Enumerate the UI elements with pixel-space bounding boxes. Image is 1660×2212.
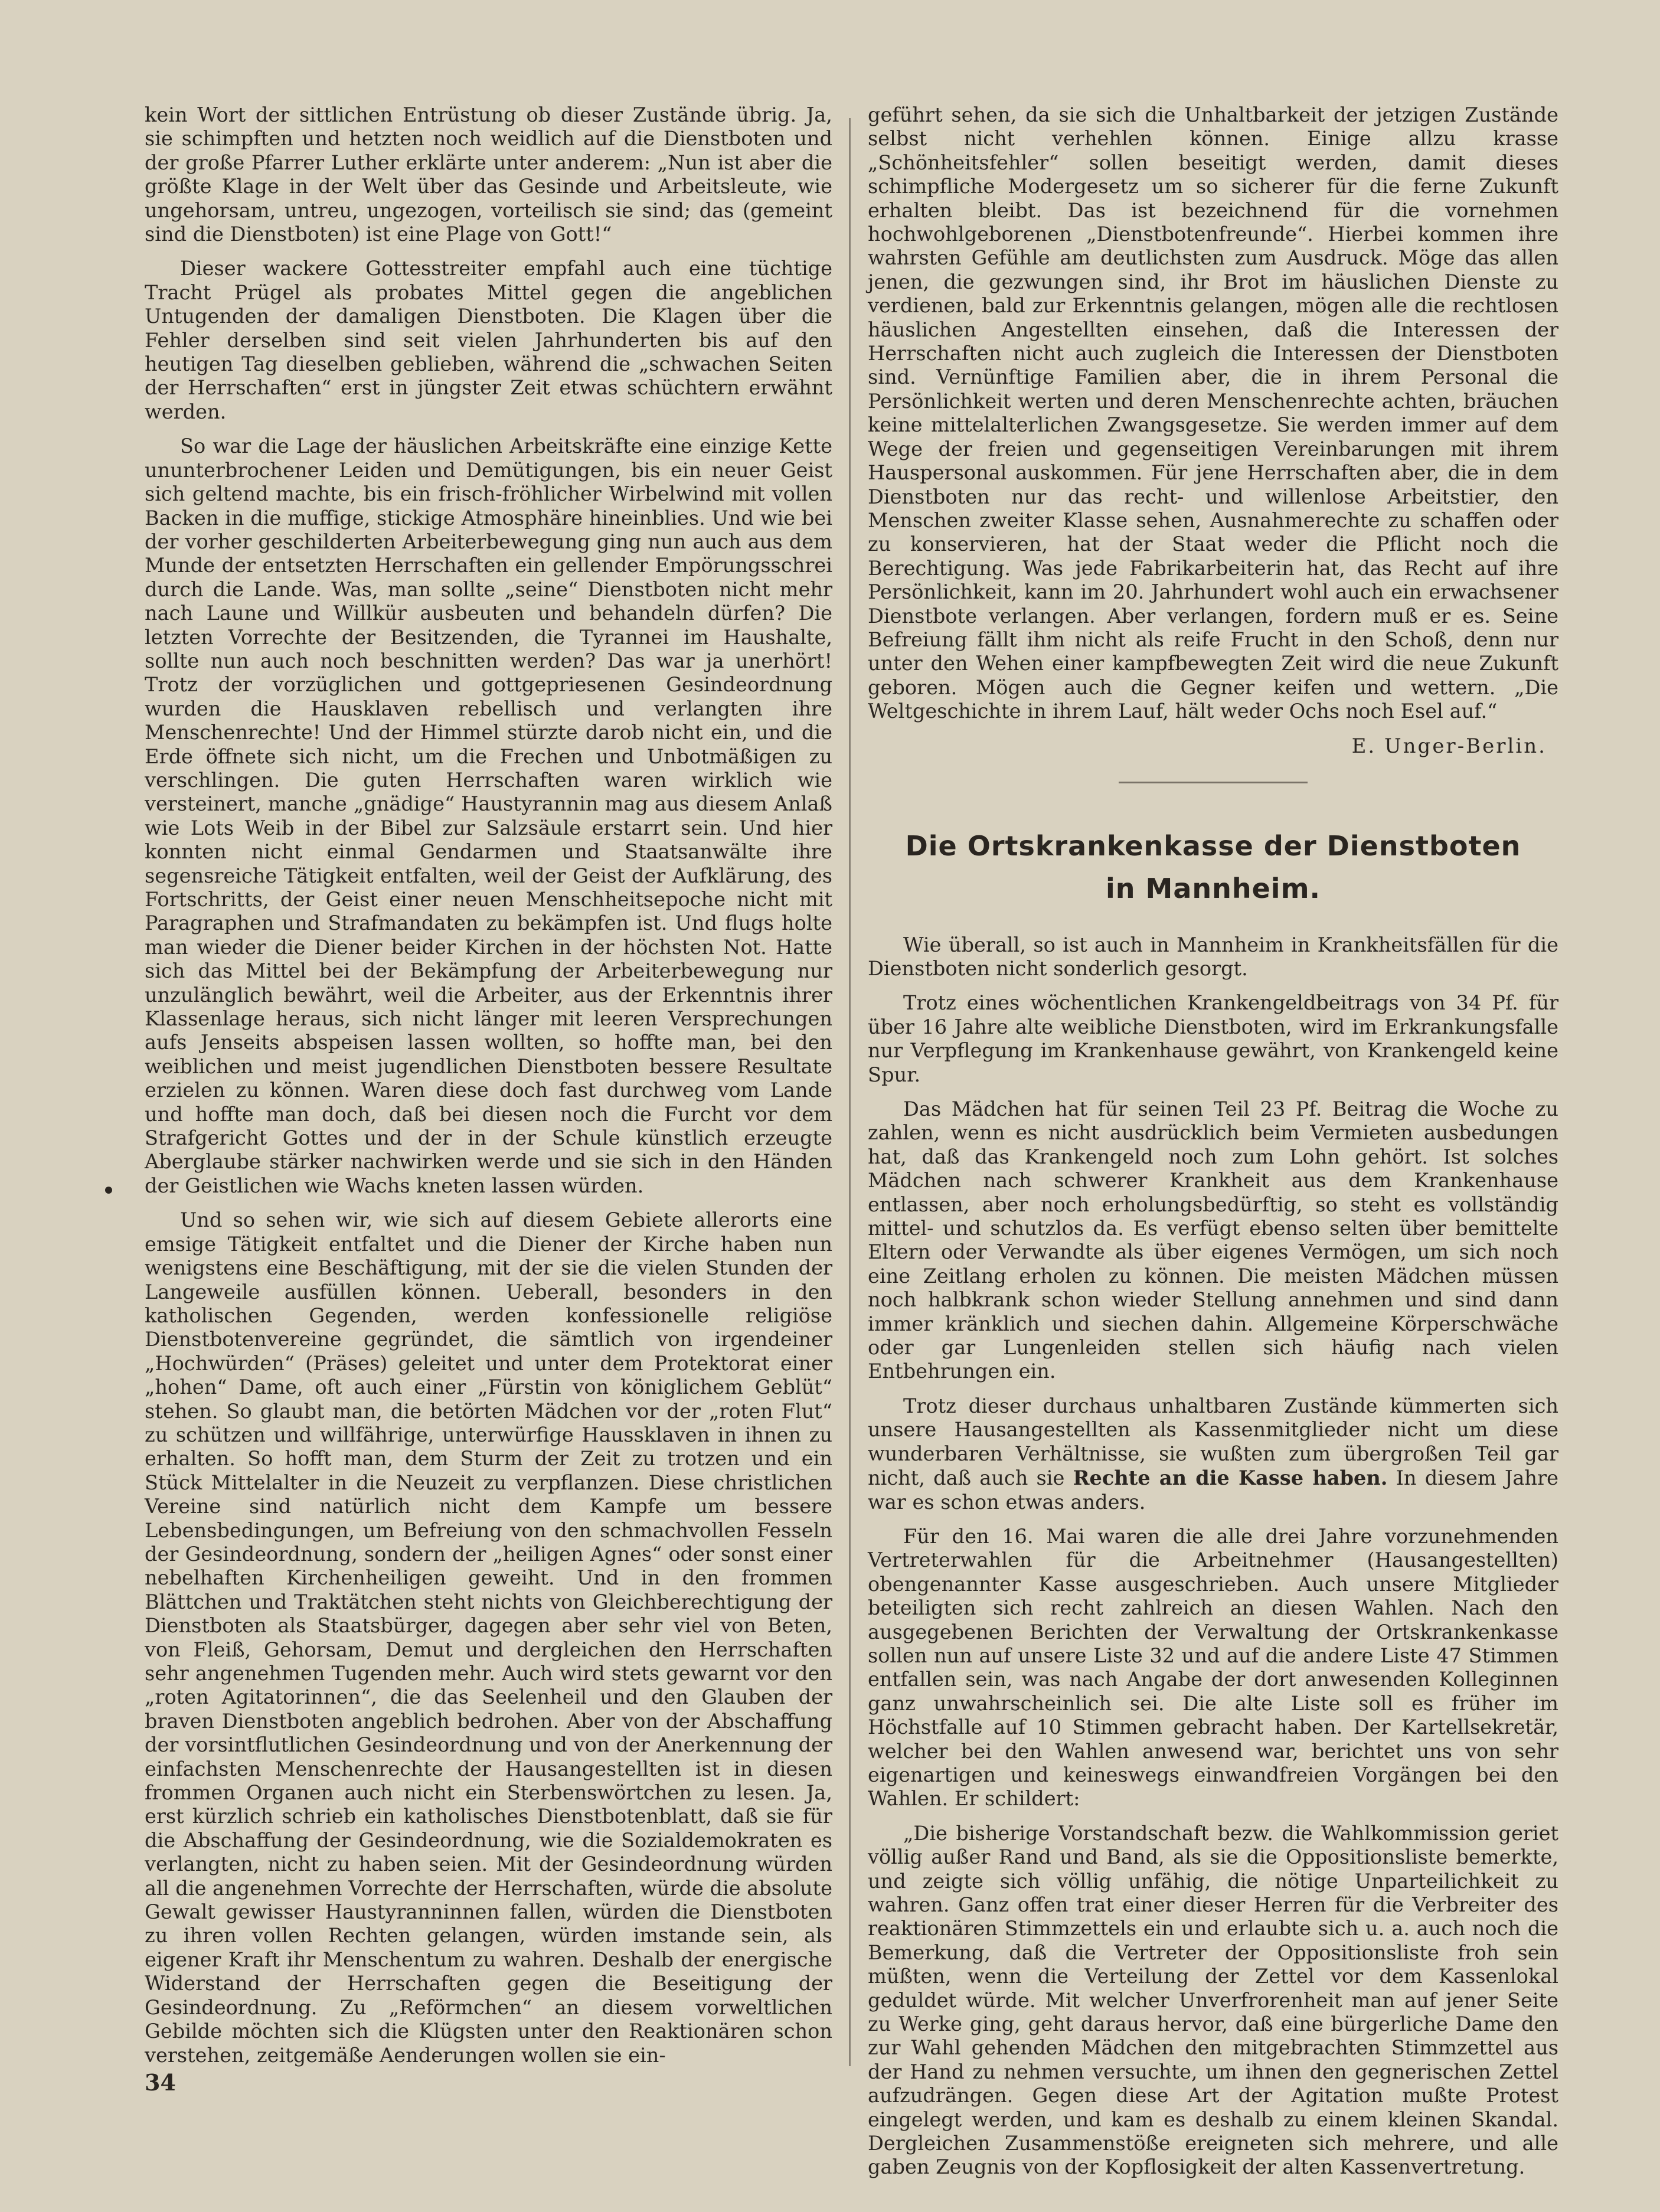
- paragraph: So war die Lage der häuslichen Arbeitskräfte eine einzige Kette ununterbrochener Leiden und Demütigungen, bis ein neuer Geist sich geltend machte, bis ein frisch-fröhlicher Wirbelwind mit vollen Backen in die muffige, stickige Atmosphäre hineinblies. Und wie bei der vorher geschilderten Arbeiterbewegung ging nun auch aus dem Munde der entsetzten Herrschaften ein gellender Empörungsschrei durch die Lande. Was, man sollte „seine“ Dienstboten nicht mehr nach Laune und Willkür ausbeuten und behandeln dürfen? Die letzten Vorrechte der Besitzenden, die Tyrannei im Haushalte, sollte nun auch noch beschnitten werden? Das war ja unerhört! Trotz der vorzüglichen und gottgepriesenen Gesindeordnung wurden die Hausklaven rebellisch und verlangten ihre Menschenrechte! Und der Himmel stürzte darob nicht ein, und die Erde öffnete sich nicht, um die Frechen und Unbotmäßigen zu verschlingen. Die guten Herrschaften waren wirklich wie versteinert, manche „gnädige“ Haustyrannin mag aus diesem Anlaß wie Lots Weib in der Bibel zur Salzsäule erstarrt sein. Und hier konnten nicht einmal Gendarmen und Staatsanwälte ihre segensreiche Tätigkeit entfalten, weil der Geist der Aufklärung, des Fortschritts, der Geist einer neuen Menschheitsepoche nicht mit Paragraphen und Strafmandaten zu bekämpfen ist. Und flugs holte man wieder die Diener beider Kirchen in der höchsten Not. Hatte sich das Mittel bei der Bekämpfung der Arbeiterbewegung nur unzulänglich bewährt, weil die Arbeiter, aus der Erkenntnis ihrer Klassenlage heraus, sich nicht länger mit leeren Versprechungen aufs Jenseits abspeisen lassen wollten, so hoffte man, bei den weiblichen und meist jugendlichen Dienstboten bessere Resultate erzielen zu können. Waren diese doch fast durchweg vom Lande und hoffte man doch, daß bei diesen noch die Furcht vor dem Strafgericht Gottes und der in der Schule künstlich erzeugte Aberglaube stärker nachwirken werde und sie sich in den Händen der Geistlichen wie Wachs kneten lassen würden.: [145, 434, 832, 1197]
- paragraph: Wie überall, so ist auch in Mannheim in Krankheitsfällen für die Dienstboten nicht sonderlich gesorgt.: [868, 933, 1558, 980]
- article-title-line: Die Ortskrankenkasse der Dienstboten: [905, 829, 1521, 862]
- emphasis-text: Rechte an die Kasse haben.: [1073, 1466, 1388, 1490]
- column-divider: [849, 118, 851, 2066]
- paragraph: geführt sehen, da sie sich die Unhaltbarkeit der jetzigen Zustände selbst nicht verhehlen können. Einige allzu krasse „Schönheitsfehler“ sollen beseitigt werden, damit dieses schimpfliche Modergesetz um so sicherer für die ferne Zukunft erhalten bleibt. Das ist bezeichnend für die vornehmen hochwohlgeborenen „Dienstbotenfreunde“. Hierbei kommen ihre wahrsten Gefühle am deutlichsten zum Ausdruck. Möge das allen jenen, die gezwungen sind, ihr Brot im häuslichen Dienste zu verdienen, bald zur Erkenntnis gelangen, mögen alle die rechtlosen häuslichen Angestellten einsehen, daß die Interessen der Herrschaften nicht auch zugleich die Interessen der Dienstboten sind. Vernünftige Familien aber, die in ihrem Personal die Persönlichkeit werten und deren Menschenrechte achten, bräuchen keine mittelalterlichen Zwangsgesetze. Sie werden immer auf dem Wege der freien und gegenseitigen Vereinbarungen mit ihrem Hauspersonal auskommen. Für jene Herrschaften aber, die in dem Dienstboten nur das recht- und willenlose Arbeitstier, den Menschen zweiter Klasse sehen, Ausnahmerechte zu schaffen oder zu konservieren, hat der Staat weder die Pflicht noch die Berechtigung. Was jede Fabrikarbeiterin hat, das Recht auf ihre Persönlichkeit, kann im 20. Jahrhundert wohl auch ein erwachsener Dienstbote verlangen. Aber verlangen, fordern muß er es. Seine Befreiung fällt ihm nicht als reife Frucht in den Schoß, denn nur unter den Wehen einer kampfbewegten Zeit wird die neue Zukunft geboren. Mögen auch die Gegner keifen und wettern. „Die Weltgeschichte in ihrem Lauf, hält weder Ochs noch Esel auf.“: [868, 103, 1558, 723]
- paragraph: [868, 1394, 1558, 1514]
- paragraph: kein Wort der sittlichen Entrüstung ob dieser Zustände übrig. Ja, sie schimpften und hetzten noch weidlich auf die Dienstboten und der große Pfarrer Luther erklärte unter anderem: „Nun ist aber die größte Klage in der Welt über das Gesinde und Arbeitsleute, wie ungehorsam, untreu, ungezogen, vorteilisch sie sind; das (gemeint sind die Dienstboten) ist eine Plage von Gott!“: [145, 103, 832, 246]
- article-title-line: in Mannheim.: [1106, 872, 1321, 904]
- margin-mark: [105, 1187, 112, 1194]
- paragraph: Trotz eines wöchentlichen Krankengeldbeitrags von 34 Pf. für über 16 Jahre alte weibliche Dienstboten, wird im Erkrankungsfalle nur Verpflegung im Krankenhause gewährt, von Krankengeld keine Spur.: [868, 991, 1558, 1086]
- article-title: [868, 825, 1558, 910]
- page-number: 34: [145, 2069, 176, 2096]
- author-signature: E. Unger-Berlin.: [1351, 734, 1547, 758]
- paragraph: Das Mädchen hat für seinen Teil 23 Pf. Beitrag die Woche zu zahlen, wenn es nicht ausdrücklich beim Vermieten ausbedungen hat, daß das Krankengeld noch zum Lohn gehört. Ist solches Mädchen nach schwerer Krankheit aus dem Krankenhause entlassen, aber noch erholungsbedürftig, so steht es vollständig mittel- und schutzlos da. Es verfügt ebenso selten über bemittelte Eltern oder Verwandte als über eigenes Vermögen, um sich noch eine Zeitlang erholen zu können. Die meisten Mädchen müssen noch halbkrank schon wieder Stellung annehmen und sind dann immer kränklich und siechen dahin. Allgemeine Körperschwäche oder gar Lungenleiden stellen sich häufig nach vielen Entbehrungen ein.: [868, 1097, 1558, 1383]
- left-column: [145, 103, 832, 2078]
- paragraph: Dieser wackere Gottesstreiter empfahl auch eine tüchtige Tracht Prügel als probates Mittel gegen die angeblichen Untugenden der damaligen Dienstboten. Die Klagen über die Fehler derselben sind seit vielen Jahrhunderten bis auf den heutigen Tag dieselben geblieben, während die „schwachen Seiten der Herrschaften“ erst in jüngster Zeit etwas schüchtern erwähnt werden.: [145, 257, 832, 423]
- paragraph-text: Trotz dieser durchaus unhaltbaren Zustände kümmerten sich unsere Hausangestellten als Kassenmitglieder nicht um diese wunderbaren Verhältnisse, sie wußten zum übergroßen Teil gar nicht, daß auch sie: [868, 1394, 1558, 1490]
- paragraph: „Die bisherige Vorstandschaft bezw. die Wahlkommission geriet völlig außer Rand und Band, als sie die Oppositionsliste bemerkte, und zeigte sich völlig unfähig, die nötige Unparteilichkeit zu wahren. Ganz offen trat einer dieser Herren für die Verbreiter des reaktionären Stimmzettels ein und erlaubte sich u. a. auch noch die Bemerkung, daß die Vertreter der Oppositionsliste froh sein müßten, wenn die Verteilung der Zettel vor dem Kassenlokal geduldet würde. Mit welcher Unverfrorenheit man auf jener Seite zu Werke ging, geht daraus hervor, daß eine bürgerliche Dame den zur Wahl gehenden Mädchen den mitgebrachten Stimmzettel aus der Hand zu nehmen versuchte, um ihnen den gegnerischen Zettel aufzudrängen. Gegen diese Art der Agitation mußte Protest eingelegt werden, und kam es deshalb zu einem kleinen Skandal. Dergleichen Zusammenstöße ereigneten sich mehrere, und alle gaben Zeugnis von der Kopflosigkeit der alten Kassenvertretung.: [868, 1821, 1558, 2179]
- paragraph-text: In diesem Jahre war es schon etwas anders.: [868, 1466, 1558, 1514]
- paragraph: Für den 16. Mai waren die alle drei Jahre vorzunehmenden Vertreterwahlen für die Arbeitnehmer (Hausangestellten) obengenannter Kasse ausgeschrieben. Auch unsere Mitglieder beteiligten sich recht zahlreich an diesen Wahlen. Nach den ausgegebenen Berichten der Verwaltung der Ortskrankenkasse sollen nun auf unsere Liste 32 und auf die andere Liste 47 Stimmen entfallen sein, was nach Angabe der dort anwesenden Kolleginnen ganz unwahrscheinlich sei. Die alte Liste soll es früher im Höchstfalle auf 10 Stimmen gebracht haben. Der Kartellsekretär, welcher bei den Wahlen anwesend war, berichtet uns von sehr eigenartigen und keineswegs einwandfreien Vorgängen bei den Wahlen. Er schildert:: [868, 1524, 1558, 1811]
- paragraph: Und so sehen wir, wie sich auf diesem Gebiete allerorts eine emsige Tätigkeit entfaltet und die Diener der Kirche haben nun wenigstens eine Beschäftigung, mit der sie die vielen Stunden der Langeweile ausfüllen können. Ueberall, besonders in den katholischen Gegenden, werden konfessionelle religiöse Dienstbotenvereine gegründet, die sämtlich von irgendeiner „Hochwürden“ (Präses) geleitet und unter dem Protektorat einer „hohen“ Dame, oft auch einer „Fürstin von königlichem Geblüt“ stehen. So glaubt man, die betörten Mädchen vor der „roten Flut“ zu schützen und willfährige, unterwürfige Haussklaven in ihnen zu erhalten. So hofft man, dem Sturm der Zeit zu trotzen und ein Stück Mittelalter in die Neuzeit zu verpflanzen. Diese christlichen Vereine sind natürlich nicht dem Kampfe um bessere Lebensbedingungen, um Befreiung von den schmachvollen Fesseln der Gesindeordnung, sondern der „heiligen Agnes“ oder sonst einer nebelhaften Kirchenheiligen geweiht. Und in den frommen Blättchen und Traktätchen steht nichts von Gleichberechtigung der Dienstboten als Staatsbürger, dagegen aber sehr viel von Beten, von Fleiß, Gehorsam, Demut und dergleichen den Herrschaften sehr angenehmen Tugenden mehr. Auch wird stets gewarnt vor den „roten Agitatorinnen“, die das Seelenheil und den Glauben der braven Dienstboten angeblich bedrohen. Aber von der Abschaffung der vorsintflutlichen Gesindeordnung und von der Anerkennung der einfachsten Menschenrechte der Hausangestellten ist in diesen frommen Organen auch nicht ein Sterbenswörtchen zu lesen. Ja, erst kürzlich schrieb ein katholisches Dienstbotenblatt, daß sie für die Abschaffung der Gesindeordnung, wie die Sozialdemokraten es verlangten, nicht zu haben seien. Mit der Gesindeordnung würden all die angenehmen Vorrechte der Herrschaften, würde die absolute Gewalt gewisser Haustyranninnen fallen, würden die Dienstboten zu ihren vollen Rechten gelangen, würden imstande sein, als eigener Kraft ihr Menschentum zu wahren. Deshalb der energische Widerstand der Herrschaften gegen die Beseitigung der Gesindeordnung. Zu „Reförmchen“ an diesem vorweltlichen Gebilde möchten sich die Klügsten unter den Reaktionären schon verstehen, zeitgemäße Aenderungen wollen sie ein-: [145, 1208, 832, 2067]
- section-separator: [1119, 782, 1308, 783]
- right-column: [868, 103, 1558, 2190]
